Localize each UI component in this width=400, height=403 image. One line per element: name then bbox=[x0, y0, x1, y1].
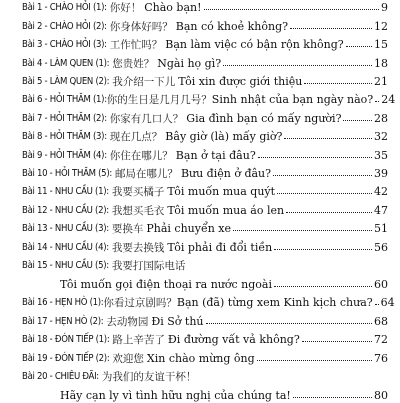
lesson-label: Bài 11 - NHU CẦU (1): bbox=[22, 185, 109, 197]
vietnamese-title: Tôi muốn mua áo len bbox=[167, 203, 285, 217]
chinese-title: 您贵姓？ bbox=[112, 57, 155, 70]
page-number: 35 bbox=[374, 148, 388, 162]
lesson-label: Bài 18 - ĐÓN TIẾP (1): bbox=[22, 333, 110, 345]
vietnamese-title: Bạn (đã) từng xem Kinh kịch chưa? bbox=[176, 295, 373, 309]
vietnamese-title: Tôi phải đi đổi tiền bbox=[167, 240, 273, 254]
chinese-title: 我要打国际电话 bbox=[111, 259, 186, 272]
chinese-title: 现在几点？ bbox=[109, 130, 163, 143]
page-number: 15 bbox=[374, 37, 388, 51]
dot-leader bbox=[304, 82, 372, 84]
toc-entry[interactable] bbox=[0, 276, 400, 292]
lesson-label: Bài 1 - CHÀO HỎI (1): bbox=[22, 1, 107, 13]
toc-entry[interactable] bbox=[0, 387, 400, 403]
page-number: 76 bbox=[374, 351, 388, 365]
lesson-label: Bài 13 - NHU CẦU (3): bbox=[22, 222, 109, 234]
dot-leader bbox=[286, 211, 372, 213]
lesson-label: Bài 16 - HẸN HÒ (1): bbox=[22, 296, 104, 308]
toc-entry[interactable] bbox=[0, 257, 400, 273]
chinese-title: 要换车 bbox=[111, 222, 144, 235]
toc-entry[interactable] bbox=[0, 91, 400, 107]
chinese-title: 为我们的友谊干杯！ bbox=[101, 370, 197, 383]
chinese-title: 你好！ bbox=[109, 1, 142, 14]
dot-leader bbox=[346, 45, 372, 47]
vietnamese-title: Tôi xin được giới thiệu bbox=[178, 74, 303, 88]
chinese-title: 工作忙吗？ bbox=[109, 38, 163, 51]
toc-entry[interactable] bbox=[0, 147, 400, 163]
page-number: 60 bbox=[374, 277, 388, 291]
chinese-title: 我介绍一下儿 bbox=[112, 75, 176, 88]
toc-entry[interactable] bbox=[0, 55, 400, 71]
vietnamese-title: Chào bạn! bbox=[144, 0, 202, 14]
lesson-label: Bài 4 - LÀM QUEN (1): bbox=[22, 57, 110, 69]
chinese-title: 我想买毛衣 bbox=[111, 204, 165, 217]
page-number: 42 bbox=[374, 184, 388, 198]
toc-entry[interactable] bbox=[0, 18, 400, 34]
vietnamese-title: Xin chào mừng ông bbox=[146, 351, 255, 365]
dot-leader bbox=[204, 8, 379, 10]
lesson-label: Bài 3 - CHÀO HỎI (3): bbox=[22, 38, 107, 50]
toc-entry[interactable] bbox=[0, 368, 400, 384]
lesson-label: Bài 20 - CHIÊU ĐÃI: bbox=[22, 370, 99, 382]
vietnamese-title: Sinh nhật của bạn ngày nào? bbox=[211, 92, 374, 106]
chinese-title: 欢迎您 bbox=[112, 352, 144, 365]
dot-leader bbox=[258, 156, 372, 158]
dot-leader bbox=[293, 396, 372, 398]
toc-entry[interactable] bbox=[0, 110, 400, 126]
dot-leader bbox=[206, 322, 372, 324]
toc-entry[interactable] bbox=[0, 0, 400, 15]
dot-leader bbox=[274, 285, 372, 287]
lesson-label: Bài 5 - LÀM QUEN (2): bbox=[22, 75, 110, 87]
page-number: 68 bbox=[374, 314, 388, 328]
chinese-title: 你看过京剧吗？ bbox=[103, 296, 177, 309]
lesson-label: Bài 12 - NHU CẦU (2): bbox=[22, 204, 109, 216]
page-number: 47 bbox=[374, 203, 388, 217]
dot-leader bbox=[223, 64, 372, 66]
toc-entry[interactable] bbox=[0, 350, 400, 366]
dot-leader bbox=[273, 174, 372, 176]
toc-entry[interactable] bbox=[0, 202, 400, 218]
page-number: 21 bbox=[374, 74, 388, 88]
vietnamese-title: Gia đình bạn có mấy người? bbox=[186, 111, 342, 125]
vietnamese-title: Phải chuyển xe bbox=[146, 221, 232, 235]
toc-entry[interactable] bbox=[0, 73, 400, 89]
dot-leader bbox=[274, 248, 372, 250]
vietnamese-title: Hãy cạn ly vì tình hữu nghị của chúng ta! bbox=[60, 388, 291, 402]
vietnamese-title: Bạn làm việc có bận rộn không? bbox=[165, 37, 344, 51]
dot-leader bbox=[284, 137, 372, 139]
dot-leader bbox=[277, 192, 372, 194]
page-number: 32 bbox=[374, 129, 388, 143]
vietnamese-title: Tôi muốn mua quýt bbox=[167, 184, 276, 198]
toc-entry[interactable] bbox=[0, 183, 400, 199]
vietnamese-title: Bây giờ (là) mấy giờ? bbox=[165, 129, 283, 143]
chinese-title: 你身体好吗？ bbox=[109, 20, 173, 33]
chinese-title: 我要去换钱 bbox=[111, 241, 165, 254]
vietnamese-title: Đi đường vất vả không? bbox=[167, 332, 300, 346]
chinese-title: 你的生日是几月几号？ bbox=[106, 93, 212, 106]
dot-leader bbox=[302, 340, 372, 342]
toc-entry[interactable] bbox=[0, 36, 400, 52]
vietnamese-title: Bạn có khoẻ không? bbox=[175, 19, 289, 33]
chinese-title: 我要买橘子 bbox=[111, 185, 165, 198]
page-number: 12 bbox=[374, 19, 388, 33]
dot-leader bbox=[375, 303, 379, 305]
dot-leader bbox=[375, 100, 379, 102]
page-number: 39 bbox=[374, 166, 388, 180]
lesson-label: Bài 14 - NHU CẦU (4): bbox=[22, 241, 109, 253]
toc-entry[interactable] bbox=[0, 220, 400, 236]
page-number: 28 bbox=[374, 111, 388, 125]
vietnamese-title: Tôi muốn gọi điện thoại ra nước ngoài bbox=[60, 277, 272, 291]
lesson-label: Bài 8 - HỎI THĂM (3): bbox=[22, 130, 107, 142]
vietnamese-title: Bưu điện ở đâu? bbox=[180, 166, 272, 180]
page-number: 9 bbox=[381, 0, 388, 14]
vietnamese-title: Đi Sở thú bbox=[151, 314, 204, 328]
lesson-label: Bài 6 - HỎI THĂM (1): bbox=[22, 93, 107, 105]
lesson-label: Bài 9 - HỎI THĂM (4): bbox=[22, 149, 107, 161]
page-number: 64 bbox=[380, 295, 395, 309]
toc-entry[interactable] bbox=[0, 331, 400, 347]
dot-leader bbox=[290, 27, 372, 29]
lesson-label: Bài 2 - CHÀO HỎI (2): bbox=[22, 20, 107, 32]
chinese-title: 去动物园 bbox=[106, 315, 149, 328]
lesson-label: Bài 7 - HỎI THĂM (2): bbox=[22, 112, 107, 124]
page-number: 72 bbox=[374, 332, 388, 346]
page-number: 51 bbox=[374, 221, 388, 235]
toc-entry[interactable] bbox=[0, 128, 400, 144]
chinese-title: 邮局在哪儿？ bbox=[114, 167, 178, 180]
vietnamese-title: Ngài họ gì? bbox=[157, 56, 222, 70]
dot-leader bbox=[343, 119, 372, 121]
chinese-title: 路上辛苦了 bbox=[112, 333, 165, 346]
toc-entry[interactable] bbox=[0, 294, 400, 310]
lesson-label: Bài 10 - HỎI THĂM (5): bbox=[22, 167, 112, 179]
toc-entry[interactable] bbox=[0, 165, 400, 181]
toc-entry[interactable] bbox=[0, 239, 400, 255]
page-number: 80 bbox=[374, 388, 388, 402]
lesson-label: Bài 15 - NHU CẦU (5): bbox=[22, 259, 109, 271]
toc-entry[interactable] bbox=[0, 313, 400, 329]
lesson-label: Bài 17 - HẸN HÒ (2): bbox=[22, 315, 104, 327]
chinese-title: 你住在哪儿？ bbox=[109, 149, 173, 162]
page-number: 18 bbox=[374, 56, 388, 70]
page-number: 24 bbox=[381, 92, 396, 106]
vietnamese-title: Bạn ở tại đâu? bbox=[175, 148, 256, 162]
page-number: 56 bbox=[374, 240, 388, 254]
lesson-label: Bài 19 - ĐÓN TIẾP (2): bbox=[22, 352, 110, 364]
dot-leader bbox=[257, 359, 372, 361]
chinese-title: 你家有几口人？ bbox=[109, 112, 184, 125]
dot-leader bbox=[233, 229, 372, 231]
